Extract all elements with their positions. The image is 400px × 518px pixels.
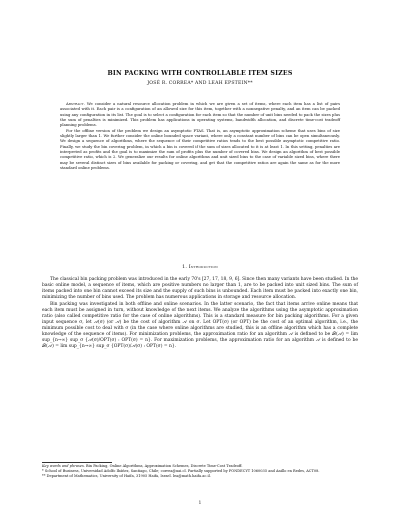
footnote-rule bbox=[42, 462, 112, 463]
footnote-keywords-text: Bin Packing, Online Algorithms, Approximation Schemes, Discrete Time-Cost Tradeoff. bbox=[86, 464, 243, 468]
paper-authors: JOSÉ R. CORREA* AND LEAH EPSTEIN** bbox=[147, 81, 253, 86]
introduction-body bbox=[42, 277, 358, 351]
intro-paragraph-2: Bin packing was investigated in both offline and online scenarios. In the latter scenario, the fact that items arrive online means that each item must be assigned in turn, without knowledge of the next items. We analyze the algorithms using the asymptotic approximation ratio (also called competitive ratio for the case of online algorithms). This is a standard measure for bin packing algorithms. For a given input sequence σ, let 𝒜(σ) (or 𝒜) be the cost of algorithm 𝒜 on σ. Let OPT(σ) (or OPT) be the cost of an optimal algorithm, i.e., the minimum possible cost to deal with σ (in the case where online algorithms are studied, this is an offline algorithm which has a complete knowledge of the sequence of items). For minimization problems, the approximation ratio for an algorithm 𝒜 is defined to be ℛ(𝒜) = lim sup_{n→∞} sup_σ {𝒜(σ)/OPT(σ) : OPT(σ) = n}. For maximization problems, the approximation ratio for an algorithm 𝒜 is defined to be ℛ(𝒜) = lim sup_{n→∞} sup_σ {OPT(σ)/𝒜(σ) : OPT(σ) = n}. bbox=[42, 302, 358, 350]
paper-title: BIN PACKING WITH CONTROLLABLE ITEM SIZES bbox=[107, 70, 293, 77]
abstract-paragraph-2: For the offline version of the problem we design an asymptotic PTAS. That is, an asymptotic approximation scheme that uses bins of size slightly larger than 1. We further consider the online bounded space variant, where only a constant number of bins can be open simultaneously. We design a sequence of algorithms, where the sequence of their competitive ratios tends to the best possible asymptotic competitive ratio. Finally, we study the bin covering problem, in which a bin is covered if the sum of sizes allocated to it is at least 1. In this setting, penalties are interpreted as profits and the goal is to maximize the sum of profits plus the number of covered bins. We design an algorithm of best possible competitive ratio, which is 2. We generalize our results for online algorithms and unit sized bins to the case of variable sized bins, where there may be several distinct sizes of bins available for packing or covering, and get that the competitive ratios are again the same as for the more standard online problems. bbox=[60, 128, 340, 171]
abstract-label: Abstract. bbox=[66, 102, 85, 106]
abstract-paragraph-1 bbox=[60, 102, 340, 129]
abstract-text-1: We consider a natural resource allocation problem in which we are given a set of items, where each item has a list of pairs associated with it. Each pair is a configuration of an allowed size for this item, together with a nonnegative penalty, and an item can be packed using any configuration in its list. The goal is to select a configuration for each item so that the number of unit bins needed to pack the sizes plus the sum of penalties is minimized. This problem has applications in operating systems, bandwidth allocation, and discrete time-cost tradeoff planning problems. bbox=[60, 102, 340, 128]
footnotes bbox=[42, 464, 358, 479]
footnote-keywords-label: Key words and phrases. bbox=[42, 464, 85, 468]
page-number: 1 bbox=[198, 500, 202, 505]
section-heading: 1. Introduction bbox=[182, 265, 218, 270]
footnote-author-2: ** Department of Mathematics, University of Haifa, 31905 Haifa, Israel. lea@math.haifa.ac.il. bbox=[42, 474, 211, 478]
intro-paragraph-1: The classical bin packing problem was introduced in the early 70's [27, 17, 18, 9, 6]. Since then many variants have been studied. In the basic online model, a sequence of items, which are positive numbers no larger than 1, are to be packed into unit sized bins. The sum of items packed into one bin cannot exceed its size and the supply of such bins is unbounded. Each item must be packed into exactly one bin, minimizing the number of bins used. The problem has numerous applications in storage and resource allocation. bbox=[42, 277, 358, 300]
abstract bbox=[60, 102, 340, 171]
footnote-author-1: * School of Business, Universidad Adolfo Ibáñez, Santiago, Chile; correa@uai.cl. Partially supported by FONDECYT 1060035 and Anillo en Redes, ACT08. bbox=[42, 469, 320, 473]
